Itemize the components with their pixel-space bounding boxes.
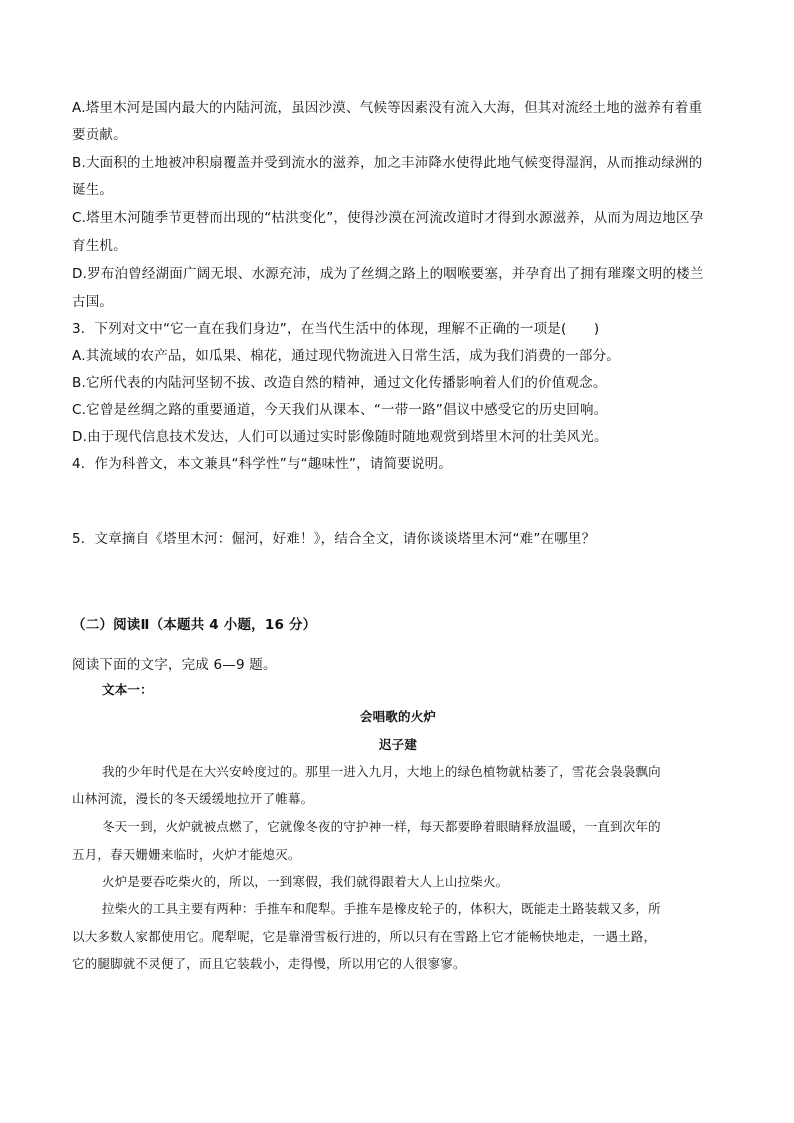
q2-option-c-line1: C.塔里木河随季节更替而出现的“枯洪变化”，使得沙漠在河流改道时才得到水源滋养，从而为周边地区孕 — [72, 210, 704, 226]
paragraph-line: 山林河流，漫长的冬天缓缓地拉开了帷幕。 — [72, 791, 314, 806]
q2-option-d-line1: D.罗布泊曾经湖面广阔无垠、水源充沛，成为了丝绸之路上的咽喉要塞，并孕育出了拥有璀璨文明的楼兰 — [72, 266, 704, 282]
q2-option-a-line1: A.塔里木河是国内最大的内陆河流，虽因沙漠、气候等因素没有流入大海，但其对流经土地的滋养有着重 — [72, 100, 703, 116]
q2-option-b-line1: B.大面积的土地被冲积扇覆盖并受到流水的滋养，加之丰沛降水使得此地气候变得湿润，从而推动绿洲的 — [72, 155, 703, 171]
paragraph-line: 五月，春天姗姗来临时，火炉才能熄灭。 — [72, 847, 301, 862]
q3-option-d: D.由于现代信息技术发达，人们可以通过实时影像随时随地观赏到塔里木河的壮美风光。 — [72, 429, 608, 445]
q3-option-b: B.它所代表的内陆河坚韧不拔、改造自然的精神，通过文化传播影响着人们的价值观念。 — [72, 375, 607, 391]
q2-option-b-line2: 诞生。 — [72, 182, 114, 198]
paragraph-line: 以大多数人家都使用它。爬犁呢，它是靠滑雪板行进的，所以只有在雪路上它才能畅快地走，一遇土路， — [72, 929, 657, 944]
article-title: 会唱歌的火炉 — [359, 709, 437, 724]
section-heading: （二）阅读Ⅱ（本题共 4 小题，16 分） — [72, 617, 317, 633]
q3-stem: 3．下列对文中“它一直在我们身边”，在当代生活中的体现，理解不正确的一项是( ) — [72, 321, 600, 337]
text-label: 文本一： — [102, 682, 153, 697]
q2-option-c-line2: 育生机。 — [72, 238, 127, 254]
paragraph-line: 它的腿脚就不灵便了，而且它装载小，走得慢，所以用它的人很寥寥。 — [72, 956, 466, 971]
paragraph-line: 我的少年时代是在大兴安岭度过的。那里一进入九月，大地上的绿色植物就枯萎了，雪花会袅袅飘向 — [102, 764, 661, 779]
paragraph-line: 火炉是要吞吃柴火的，所以，一到寒假，我们就得跟着大人上山拉柴火。 — [102, 874, 509, 889]
q5-stem: 5．文章摘自《塔里木河：倔河，好难！》，结合全文，请你谈谈塔里木河“难”在哪里？ — [72, 531, 596, 547]
q3-option-a: A.其流域的农产品，如瓜果、棉花，通过现代物流进入日常生活，成为我们消费的一部分。 — [72, 348, 620, 364]
q3-option-c: C.它曾是丝绸之路的重要通道，今天我们从课本、“一带一路”倡议中感受它的历史回响。 — [72, 402, 608, 418]
article-author: 迟子建 — [378, 737, 418, 752]
q2-option-d-line2: 古国。 — [72, 294, 114, 310]
paragraph-line: 冬天一到，火炉就被点燃了，它就像冬夜的守护神一样，每天都要睁着眼睛释放温暖，一直到次年的 — [102, 819, 661, 834]
q2-option-a-line2: 要贡献。 — [72, 127, 127, 143]
paragraph-line: 拉柴火的工具主要有两种：手推车和爬犁。手推车是橡皮轮子的，体积大，既能走土路装载又多，所 — [102, 901, 661, 916]
section-instruction: 阅读下面的文字，完成 6—9 题。 — [72, 657, 277, 673]
q4-stem: 4．作为科普文，本文兼具“科学性”与“趣味性”，请简要说明。 — [72, 456, 453, 472]
